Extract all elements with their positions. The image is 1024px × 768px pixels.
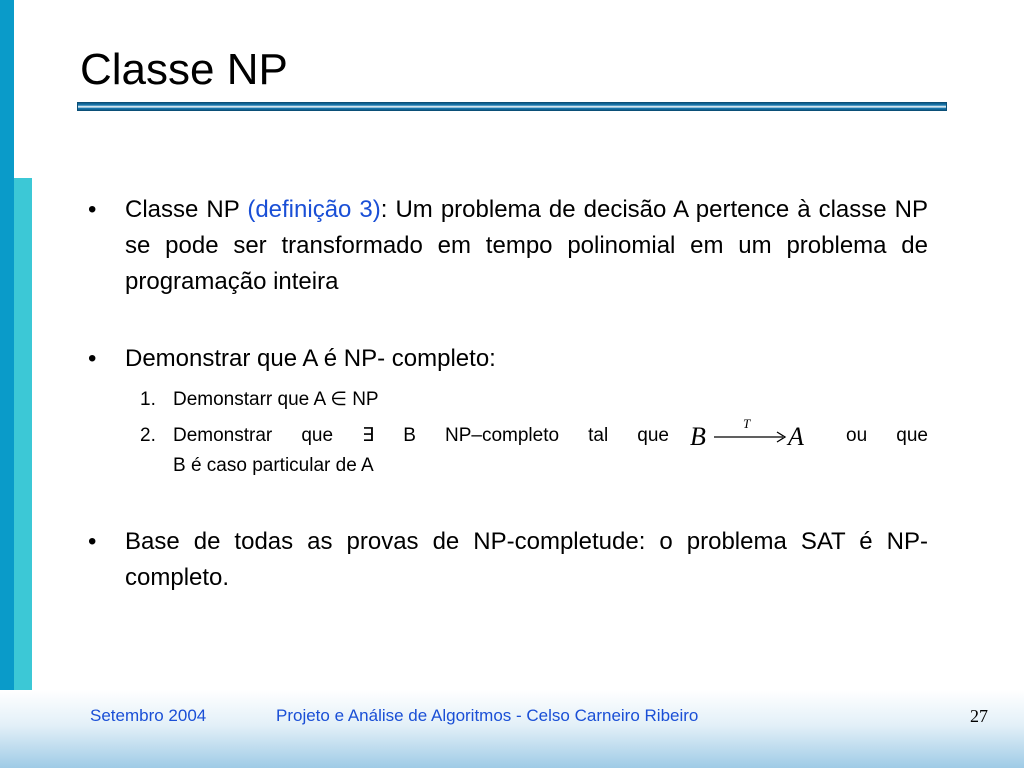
footer-background	[0, 690, 1024, 768]
footer-course: Projeto e Análise de Algoritmos - Celso Carneiro Ribeiro	[276, 706, 699, 725]
title-divider	[77, 102, 947, 111]
step-2-text-c: B é caso particular de A	[173, 455, 374, 476]
step-2-text-a: Demonstrar que ∃ B NP–completo tal que	[173, 425, 669, 446]
step-2-text-b: ou que	[846, 425, 928, 446]
formula-left: B	[690, 422, 706, 451]
bullet-marker: •	[88, 196, 97, 223]
bullet-1-lead: Classe NP	[125, 196, 248, 223]
formula-over: T	[743, 416, 751, 431]
page-number: 27	[970, 706, 988, 726]
footer-date: Setembro 2004	[90, 706, 207, 725]
bullet-2-text: Demonstrar que A é NP- completo:	[125, 345, 496, 372]
definition-reference: (definição 3)	[247, 196, 381, 223]
bullet-marker: •	[88, 528, 97, 555]
bullet-1-text	[125, 192, 928, 300]
bullet-1-rest: : Um problema de decisão A pertence à classe NP se pode ser transformado em tempo polinomial em um problema de programação inteira	[125, 196, 928, 295]
step-1-number: 1.	[140, 389, 156, 410]
left-accent-bar	[0, 0, 14, 768]
slide-title: Classe NP	[80, 45, 288, 94]
step-2-number: 2.	[140, 425, 156, 446]
bullet-3-text: Base de todas as provas de NP-completude: o problema SAT é NP-completo.	[125, 528, 928, 591]
bullet-marker: •	[88, 345, 97, 372]
step-1-text: Demonstarr que A ∈ NP	[173, 389, 379, 410]
left-accent-bar-light	[14, 178, 32, 750]
formula-right: A	[788, 422, 804, 451]
